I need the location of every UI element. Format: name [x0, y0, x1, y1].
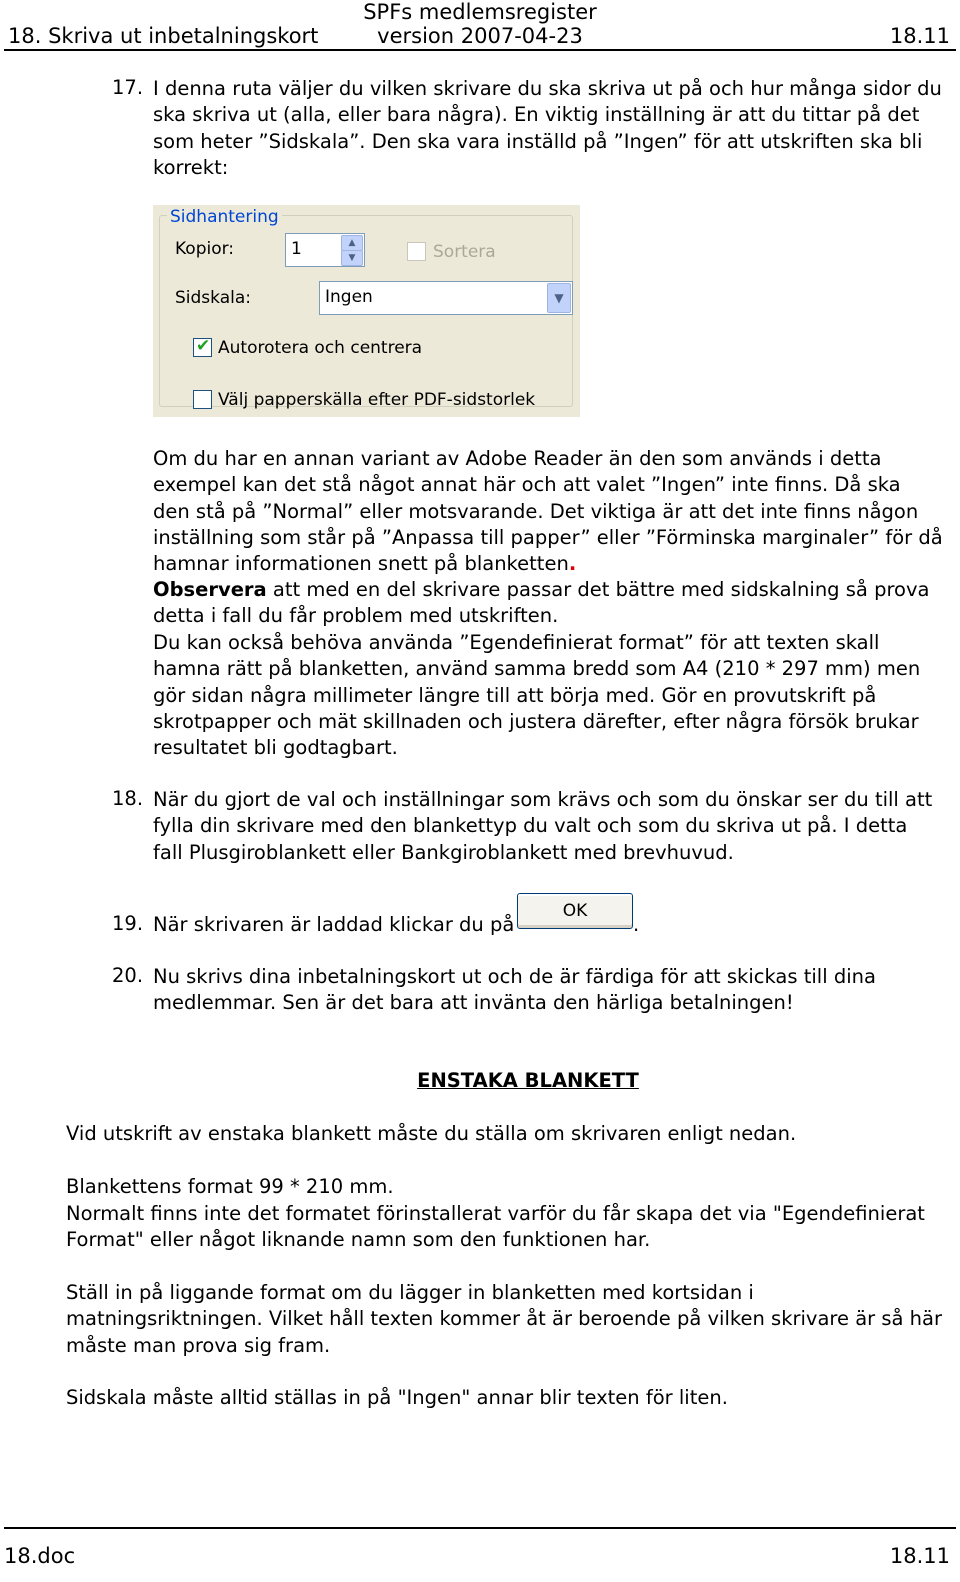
note-paragraph-2: [153, 577, 943, 630]
item-19-number: 19.: [112, 912, 144, 935]
spin-up-icon[interactable]: ▲: [341, 235, 363, 251]
item-20-number: 20.: [112, 964, 144, 987]
section-paragraph-4: Ställ in på liggande format om du lägger in blanketten med kortsidan i matningsriktningen. Vilket håll texten kommer åt är beroende på vilken skrivare är så här måste man prova sig fram.: [66, 1281, 942, 1357]
footer-rule: [4, 1527, 956, 1529]
collate-checkbox[interactable]: [407, 242, 426, 261]
collate-label: Sortera: [433, 242, 496, 262]
note-paragraph-3: Du kan också behöva använda ”Egendefinierat format” för att texten skall hamna rätt på blanketten, använd samma bredd som A4 (210 * 297 mm) men gör sidan några millimeter längre till att börja med. Gör en provutskrift på skrotpapper och mät skillnaden och justera därefter, efter några försök brukar resultatet bli godtagbart.: [153, 631, 921, 760]
ok-button[interactable]: OK: [517, 893, 633, 929]
checkmark-icon: ✔: [196, 336, 211, 356]
header-version: version 2007-04-23: [377, 24, 583, 48]
header-chapter: 18. Skriva ut inbetalningskort: [8, 24, 319, 48]
item-17-text: I denna ruta väljer du vilken skrivare du ska skriva ut på och hur många sidor du ska skriva ut (alla, eller bara några). En viktig inställning är att du tittar på det som heter ”Sidskala”. Den ska vara inställd på ”Ingen” för att utskriften ska bli korrekt:: [153, 77, 942, 179]
header-center: [0, 0, 960, 48]
item-17-number: 17.: [112, 76, 144, 99]
item-18-text: När du gjort de val och inställningar som krävs och som du önskar ser du till att fylla din skrivare med den blankettyp du valt och som du skriva ut på. I detta fall Plusgiroblankett eller Bankgiroblankett med brevhuvud.: [153, 788, 933, 864]
scale-value: Ingen: [325, 287, 373, 307]
item-20-text: Nu skrivs dina inbetalningskort ut och de är färdiga för att skickas till dina medlemmar. Sen är det bara att invänta den härliga betalningen!: [153, 965, 876, 1015]
item-18-number: 18.: [112, 787, 144, 810]
header-title: SPFs medlemsregister: [363, 0, 597, 24]
note-1-end: .: [568, 552, 577, 576]
scale-label: Sidskala:: [175, 288, 251, 308]
autorotate-checkbox[interactable]: [193, 338, 212, 357]
note-2-text: att med en del skrivare passar det bättre med sidskalning så prova detta i fall du får problem med utskriften.: [153, 578, 930, 628]
papersource-checkbox[interactable]: [193, 390, 212, 409]
spin-down-icon[interactable]: ▼: [341, 250, 363, 266]
header-page: 18.11: [889, 24, 950, 48]
header-rule: [4, 49, 956, 51]
section-heading: ENSTAKA BLANKETT: [417, 1069, 639, 1092]
group-legend: Sidhantering: [167, 207, 282, 227]
autorotate-label: Autorotera och centrera: [218, 338, 423, 358]
note-paragraph-1: [153, 446, 943, 577]
page-header: [0, 0, 960, 52]
chevron-down-icon[interactable]: ▼: [547, 283, 571, 313]
section-paragraph-5: Sidskala måste alltid ställas in på "Ingen" annar blir texten för liten.: [66, 1386, 728, 1409]
copies-stepper[interactable]: [285, 233, 365, 267]
copies-label: Kopior:: [175, 239, 235, 259]
page-handling-dialog: [153, 205, 580, 417]
section-paragraph-3: Normalt finns inte det formatet förinstallerat varför du får skapa det via "Egendefinierat Format" eller något liknande namn som den funktionen har.: [66, 1202, 925, 1252]
observera-label: Observera: [153, 578, 267, 601]
item-19-end: .: [633, 913, 640, 936]
copies-value: 1: [291, 239, 302, 259]
papersource-label: Välj papperskälla efter PDF-sidstorlek: [218, 390, 536, 410]
footer-page: 18.11: [889, 1544, 950, 1568]
section-paragraph-1: Vid utskrift av enstaka blankett måste du ställa om skrivaren enligt nedan.: [66, 1122, 797, 1145]
item-19-text: När skrivaren är laddad klickar du på: [153, 913, 515, 936]
scale-select[interactable]: [319, 281, 573, 315]
section-paragraph-2: Blankettens format 99 * 210 mm.: [66, 1175, 394, 1198]
footer-filename: 18.doc: [4, 1544, 76, 1568]
note-1-text: Om du har en annan variant av Adobe Reader än den som används i detta exempel kan det stå något annat här och att valet ”Ingen” inte finns. Då ska den stå på ”Normal” eller motsvarande. Det viktiga är att det inte finns någon inställning som står på ”Anpassa till papper” eller ”Förminska marginaler” för då hamnar informationen snett på blanketten: [153, 447, 943, 576]
